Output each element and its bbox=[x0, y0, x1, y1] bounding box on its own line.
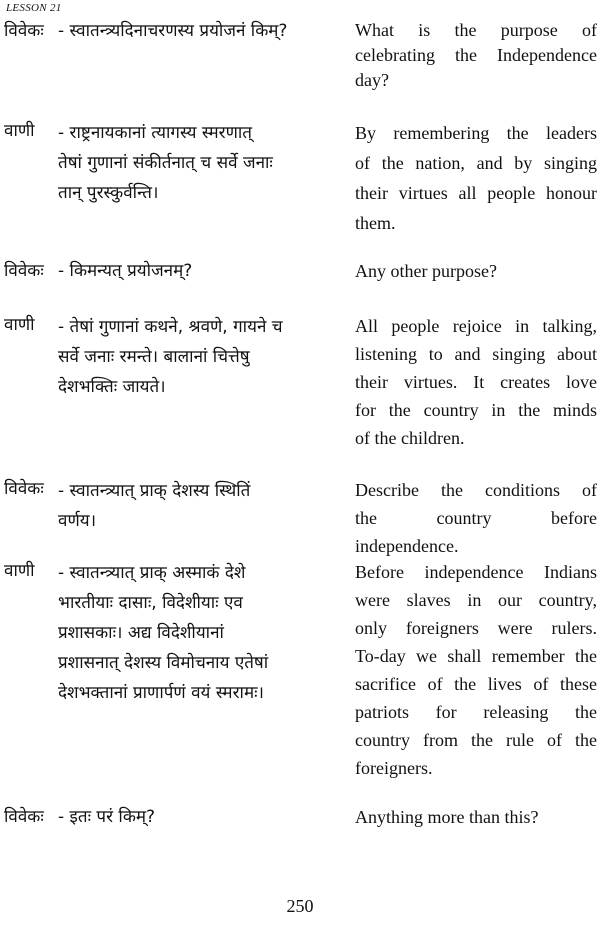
sanskrit-text bbox=[58, 18, 340, 44]
english-line: All people rejoice in talking, bbox=[355, 316, 597, 336]
sanskrit-line: - किमन्यत् प्रयोजनम्? bbox=[58, 261, 193, 281]
sanskrit-line: तान् पुरस्कुर्वन्ति। bbox=[58, 183, 159, 203]
sanskrit-text bbox=[58, 804, 340, 830]
english-translation bbox=[355, 558, 597, 782]
speaker-name: विवेकः bbox=[4, 21, 44, 41]
english-line: Describe the conditions of bbox=[355, 480, 597, 500]
english-translation bbox=[355, 476, 597, 560]
english-line: Anything more than this? bbox=[355, 807, 539, 827]
english-line: independence. bbox=[355, 536, 459, 556]
speaker-name: विवेकः bbox=[4, 261, 44, 281]
english-line: day? bbox=[355, 70, 389, 90]
speaker-name: वाणी bbox=[4, 121, 35, 141]
sanskrit-line: - स्वातन्त्र्यात् प्राक् अस्माकं देशे bbox=[58, 563, 246, 583]
english-line: only foreigners were rulers. bbox=[355, 618, 597, 638]
english-line: Before independence Indians bbox=[355, 562, 597, 582]
english-line: To-day we shall remember the bbox=[355, 646, 597, 666]
speaker-name: विवेकः bbox=[4, 479, 44, 499]
english-translation bbox=[355, 258, 597, 284]
sanskrit-text bbox=[58, 476, 340, 536]
sanskrit-text bbox=[58, 312, 340, 402]
speaker-name: विवेकः bbox=[4, 807, 44, 827]
english-translation bbox=[355, 804, 597, 830]
sanskrit-line: प्रशासनात् देशस्य विमोचनाय एतेषां bbox=[58, 653, 269, 673]
english-line: of the nation, and by singing bbox=[355, 153, 597, 173]
english-line: patriots for releasing the bbox=[355, 702, 597, 722]
english-line: of the children. bbox=[355, 428, 465, 448]
sanskrit-text bbox=[58, 118, 340, 208]
english-line: sacrifice of the lives of these bbox=[355, 674, 597, 694]
english-line: the country before bbox=[355, 508, 597, 528]
sanskrit-line: भारतीयाः दासाः, विदेशीयाः एव bbox=[58, 593, 243, 613]
sanskrit-line: प्रशासकाः। अद्य विदेशीयानां bbox=[58, 623, 224, 643]
speaker-name: वाणी bbox=[4, 561, 35, 581]
english-line: listening to and singing about bbox=[355, 344, 597, 364]
sanskrit-line: सर्वे जनाः रमन्ते। बालानां चित्तेषु bbox=[58, 347, 250, 367]
english-line: their virtues. It creates love bbox=[355, 372, 597, 392]
speaker-name: वाणी bbox=[4, 315, 35, 335]
sanskrit-line: - इतः परं किम्? bbox=[58, 807, 156, 827]
sanskrit-line: देशभक्तिः जायते। bbox=[58, 377, 166, 397]
sanskrit-line: - स्वातन्त्र्यात् प्राक् देशस्य स्थितिं bbox=[58, 481, 251, 501]
sanskrit-line: देशभक्तानां प्राणार्पणं वयं स्मरामः। bbox=[58, 683, 264, 703]
english-line: for the country in the minds bbox=[355, 400, 597, 420]
sanskrit-text bbox=[58, 258, 340, 284]
english-line: foreigners. bbox=[355, 758, 433, 778]
english-line: What is the purpose of bbox=[355, 20, 597, 40]
sanskrit-line: - राष्ट्रनायकानां त्यागस्य स्मरणात् bbox=[58, 123, 252, 143]
sanskrit-line: तेषां गुणानां संकीर्तनात् च सर्वे जनाः bbox=[58, 153, 273, 173]
english-translation bbox=[355, 18, 597, 93]
english-line: country from the rule of the bbox=[355, 730, 597, 750]
sanskrit-line: वर्णय। bbox=[58, 511, 97, 531]
english-translation bbox=[355, 118, 597, 238]
sanskrit-line: - स्वातन्त्र्यदिनाचरणस्य प्रयोजनं किम्? bbox=[58, 21, 288, 41]
english-line: them. bbox=[355, 213, 396, 233]
english-translation bbox=[355, 312, 597, 452]
english-line: By remembering the leaders bbox=[355, 123, 597, 143]
page-number: 250 bbox=[286, 896, 314, 916]
english-line: their virtues all people honour bbox=[355, 183, 597, 203]
english-line: celebrating the Independence bbox=[355, 45, 597, 65]
english-line: were slaves in our country, bbox=[355, 590, 597, 610]
sanskrit-line: - तेषां गुणानां कथने, श्रवणे, गायने च bbox=[58, 317, 283, 337]
lesson-header: LESSON 21 bbox=[6, 2, 62, 14]
sanskrit-text bbox=[58, 558, 340, 708]
english-line: Any other purpose? bbox=[355, 261, 497, 281]
